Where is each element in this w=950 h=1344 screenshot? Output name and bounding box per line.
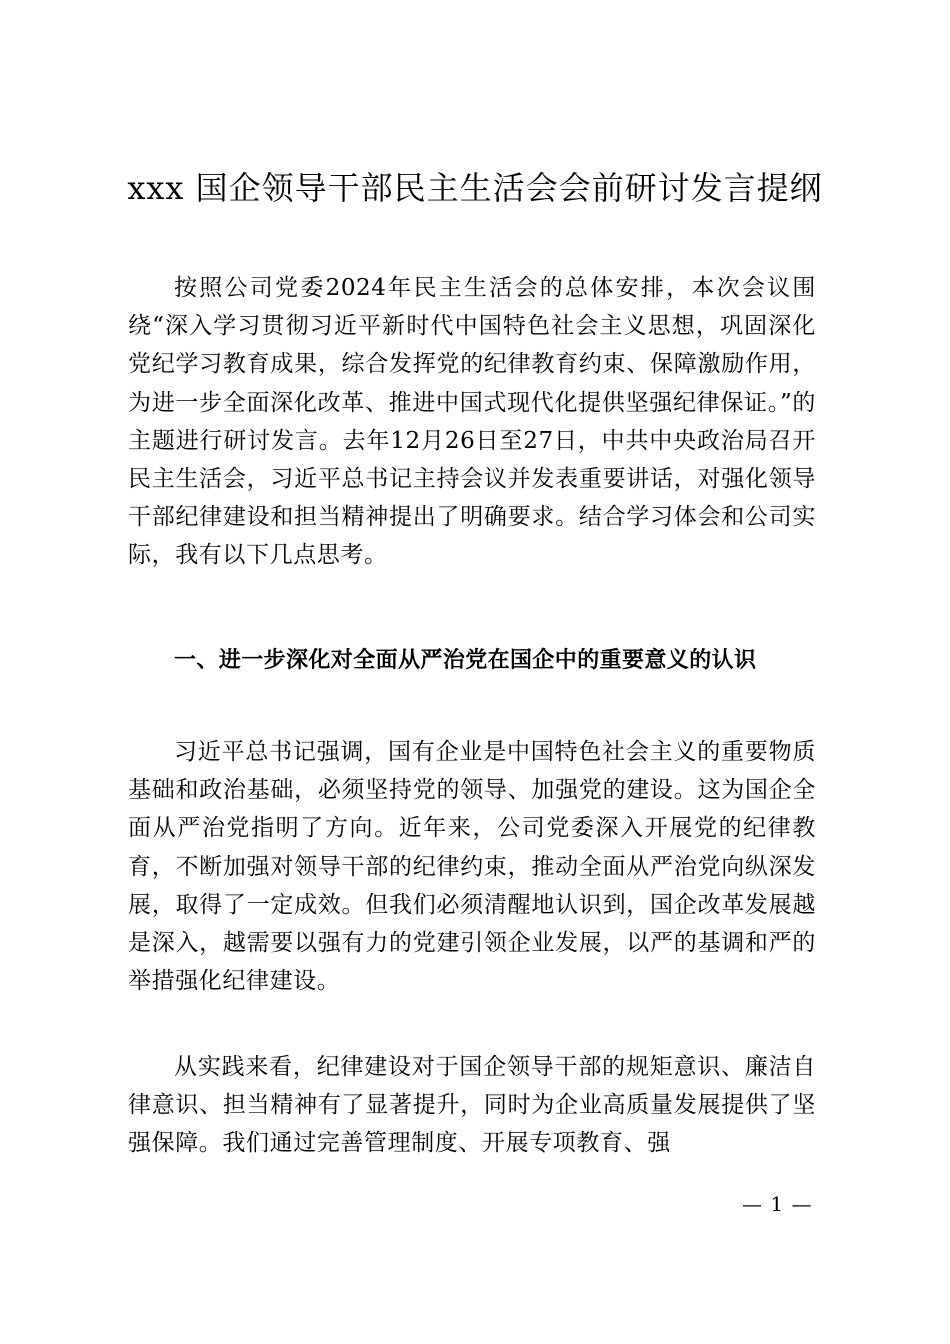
body-paragraph-1: 习近平总书记强调，国有企业是中国特色社会主义的重要物质基础和政治基础，必须坚持党的领导、加强党的建设。这为国企全面从严治党指明了方向。近年来，公司党委深入开展党的纪律教育，不断加强对领导干部的纪律约束，推动全面从严治党向纵深发展，取得了一定成效。但我们必须清醒地认识到，国企改革发展越是深入，越需要以强有力的党建引领企业发展，以严的基调和严的举措强化纪律建设。	[128, 739, 816, 995]
body-paragraph-2: 从实践来看，纪律建设对于国企领导干部的规矩意识、廉洁自律意识、担当精神有了显著提升，同时为企业高质量发展提供了坚强保障。我们通过完善管理制度、开展专项教育、强	[128, 1054, 816, 1157]
section-heading-1: 一、进一步深化对全面从严治党在国企中的重要意义的认识	[174, 648, 757, 673]
document-title: xxx 国企领导干部民主生活会会前研讨发言提纲	[127, 169, 823, 207]
intro-paragraph: 按照公司党委2024年民主生活会的总体安排，本次会议围绕“深入学习贯彻习近平新时代中国特色社会主义思想，巩固深化党纪学习教育成果，综合发挥党的纪律教育约束、保障激励作用，为进一步全面深化改革、推进中国式现代化提供坚强纪律保证。”的主题进行研讨发言。去年12月26日至27日，中共中央政治局召开民主生活会，习近平总书记主持会议并发表重要讲话，对强化领导干部纪律建设和担当精神提出了明确要求。结合学习体会和公司实际，我有以下几点思考。	[128, 275, 816, 569]
page-number: — 1 —	[742, 1192, 813, 1216]
